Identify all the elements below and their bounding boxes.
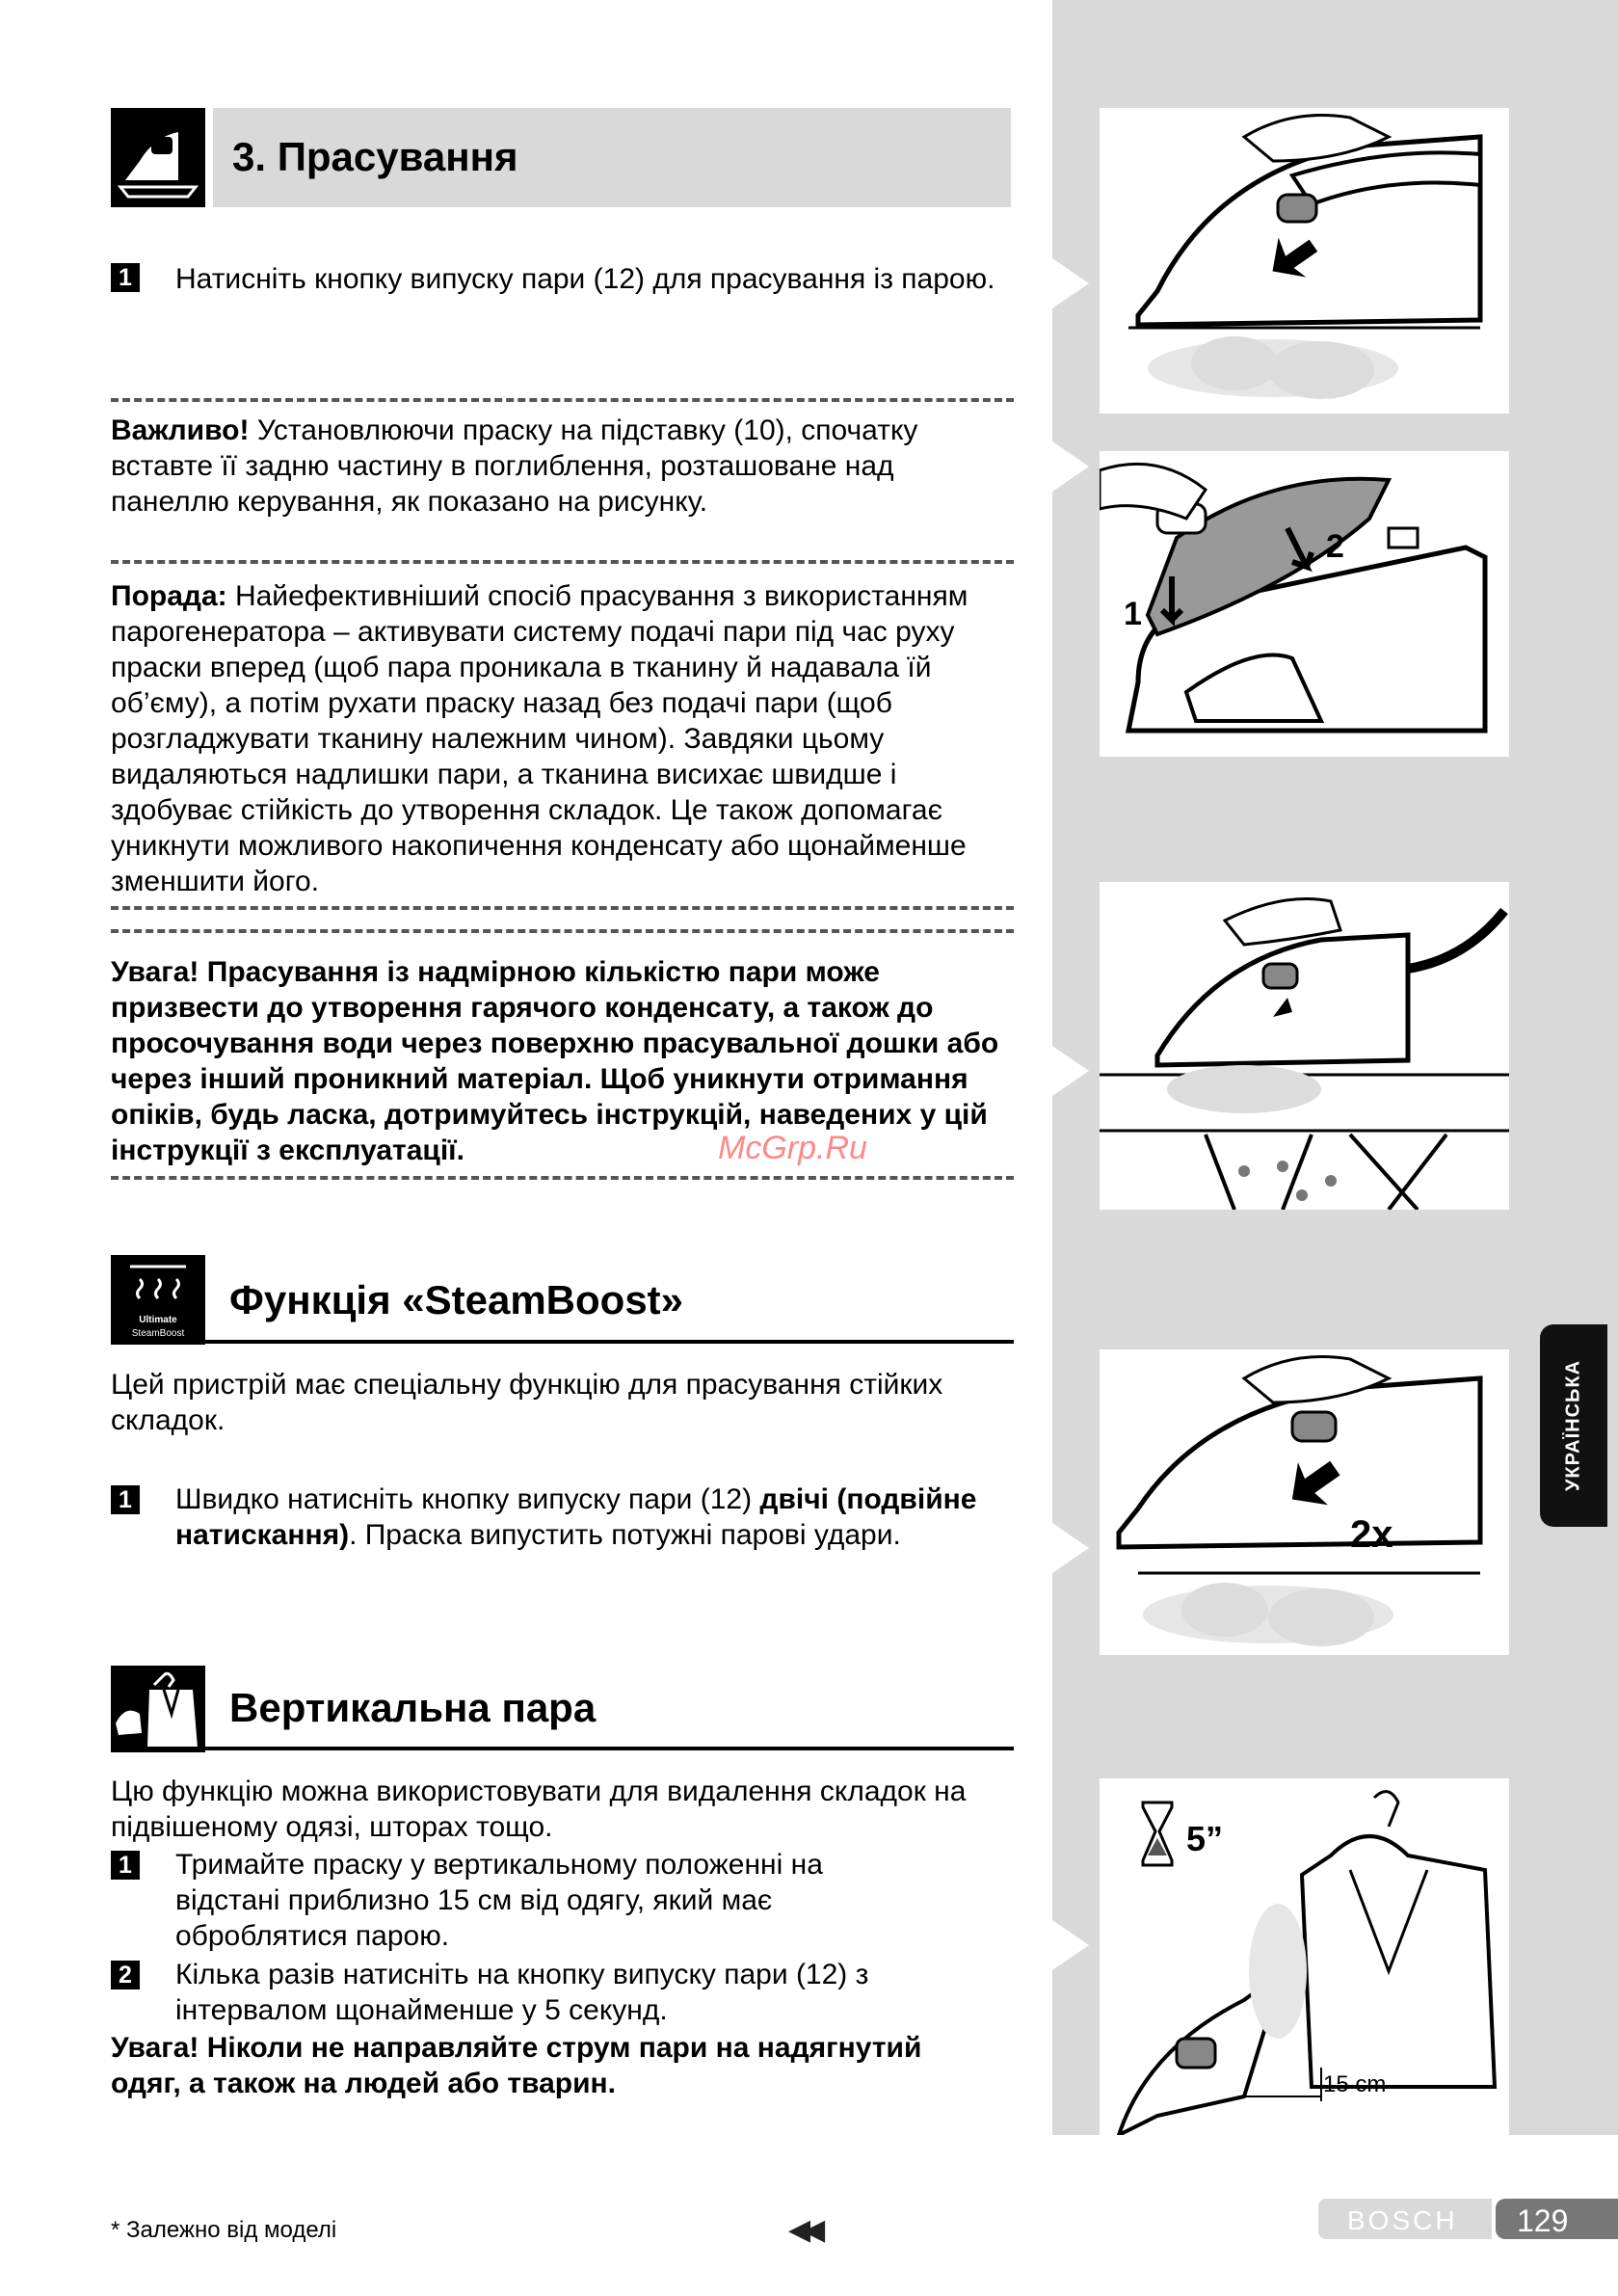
vertical-warning: Увага! Ніколи не направляйте струм пари на надягнутий одяг, а також на людей або тварин. — [111, 2032, 922, 2099]
pointer-arrow — [1052, 1920, 1089, 1970]
vertical-steam-title: Вертикальна пара — [229, 1685, 597, 1730]
steamboost-icon — [111, 1255, 205, 1345]
steamboost-step-b: двічі (подвійне натискання) — [175, 1483, 977, 1551]
previous-page-icon[interactable]: ◀◀ — [788, 2214, 818, 2246]
pointer-arrow — [1052, 258, 1089, 308]
vertical-intro: Цю функцію можна використовувати для видалення складок на підвішеному одязі, шторах тощо. — [111, 1775, 967, 1843]
tip-text: Найефективніший спосіб прасування з використанням парогенератора – активувати систему подачі пари під час руху праски вперед (щоб пара проникала в тканину й надавала їй об’єму), а потім рухати праску назад без подачі пари (щоб розгладжувати тканину належним чином). Завдяки цьому видаляються надлишки пари, а тканина висихає швидше і здобуває стійкість до утворення складок. Це також допомагає уникнути можливого накопичення конденсату або щонайменше зменшити його. — [111, 580, 968, 897]
vertical-step2: Кілька разів натисніть на кнопку випуску пари (12) з інтервалом щонайменше у 5 секунд. — [175, 1959, 869, 2026]
page-number: 129 — [1517, 2203, 1569, 2238]
brand-logo — [1318, 2199, 1492, 2239]
footnote: * Залежно від моделі — [111, 2217, 337, 2243]
vertical-steam-icon — [111, 1666, 205, 1752]
figure-condensation-warning — [1100, 882, 1509, 1210]
pointer-arrow — [1052, 1523, 1089, 1573]
tip-label: Порада: — [111, 580, 227, 612]
dashed-divider — [111, 1176, 1014, 1180]
figure-vertical-steam — [1100, 1778, 1509, 2135]
language-tab-label: УКРАЇНСЬКА — [1562, 1359, 1584, 1492]
figure-label-2x: 2x — [1350, 1513, 1393, 1556]
figure-steamboost — [1100, 1349, 1509, 1655]
steamboost-icon-text1: Ultimate — [139, 1315, 177, 1325]
steamboost-step-a: Швидко натисніть кнопку випуску пари (12) — [175, 1483, 760, 1515]
dashed-divider — [111, 398, 1014, 402]
important-label: Важливо! — [111, 414, 250, 446]
pointer-arrow — [1052, 441, 1089, 492]
figure-steam-ironing — [1100, 108, 1509, 414]
steamboost-step-c: . Праска випустить потужні парові удари. — [349, 1519, 901, 1551]
important-text: Установлюючи праску на підставку (10), спочатку вставте її задню частину в поглиблення, розташоване над панеллю керування, як показано на рисунку. — [111, 414, 918, 518]
step-number: 2 — [111, 1961, 140, 1989]
section-title: 3. Прасування — [232, 134, 518, 179]
figure-label-time: 5” — [1186, 1819, 1224, 1858]
steamboost-title: Функція «SteamBoost» — [229, 1277, 684, 1322]
dashed-divider — [111, 906, 1014, 910]
steamboost-step — [175, 1482, 1004, 1553]
dashed-divider — [111, 560, 1014, 564]
watermark: McGrp.Ru — [718, 1130, 867, 1166]
step-number: 1 — [111, 1485, 140, 1514]
step-number: 1 — [111, 263, 140, 292]
figure-label-distance: 15 cm — [1323, 2071, 1387, 2097]
title-underline — [111, 1340, 1014, 1344]
tip-note — [111, 578, 1017, 899]
section-header — [213, 108, 1011, 207]
page-number-box — [1496, 2199, 1618, 2239]
figure-iron-on-base — [1100, 451, 1509, 757]
title-underline — [111, 1747, 1014, 1750]
warning-condensation: Увага! Прасування із надмірною кількістю пари може призвести до утворення гарячого конденсату, а також до просочування води через поверхню прасувальної дошки або через інший проникний матеріал. Щоб уникнути отримання опіків, будь ласка, дотримуйтесь інструкцій, наведених у цій інструкції з експлуатації. — [111, 956, 999, 1166]
vertical-step1: Тримайте праску у вертикальному положенні на відстані приблизно 15 см від одягу, який має оброблятися парою. — [175, 1849, 823, 1952]
language-tab — [1540, 1324, 1607, 1527]
figure-label-2: 2 — [1326, 528, 1344, 565]
step-number: 1 — [111, 1851, 140, 1880]
figure-label-1: 1 — [1124, 596, 1142, 632]
dashed-divider — [111, 929, 1014, 933]
step-text: Натисніть кнопку випуску пари (12) для прасування із парою. — [175, 263, 995, 295]
steamboost-icon-text2: SteamBoost — [131, 1328, 185, 1339]
steamboost-intro: Цей пристрій має спеціальну функцію для прасування стійких складок. — [111, 1369, 943, 1436]
pointer-arrow — [1052, 1046, 1089, 1096]
brand-name: BOSCH — [1347, 2205, 1458, 2235]
ironing-icon — [111, 108, 205, 207]
important-note — [111, 413, 1017, 520]
